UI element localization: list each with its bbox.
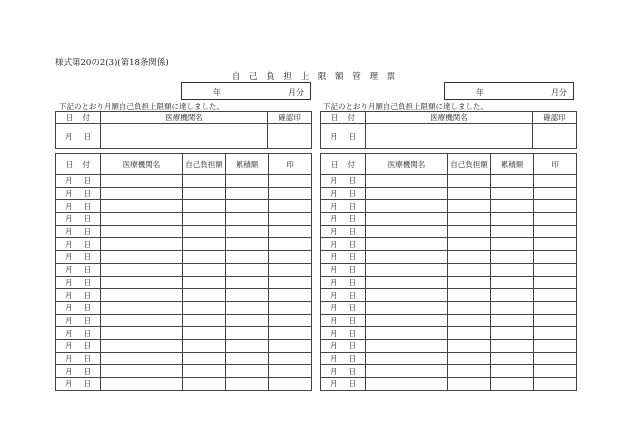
institution-cell[interactable] (101, 352, 183, 365)
stamp-cell[interactable] (534, 200, 577, 213)
stamp-cell[interactable] (534, 314, 577, 327)
cumulative-cell[interactable] (491, 263, 534, 276)
stamp-cell[interactable] (534, 289, 577, 302)
cumulative-cell[interactable] (491, 213, 534, 226)
table-row (56, 314, 312, 327)
copay-cell[interactable] (183, 175, 226, 188)
header-copay: 自己負担額 (183, 154, 226, 175)
header-date: 日 付 (321, 154, 366, 175)
table-row (321, 314, 577, 327)
institution-cell[interactable] (366, 251, 448, 264)
cumulative-cell[interactable] (491, 289, 534, 302)
table-row (321, 213, 577, 226)
date-cell[interactable]: 月 日 (321, 289, 366, 302)
cumulative-cell[interactable] (226, 314, 269, 327)
cumulative-cell[interactable] (226, 200, 269, 213)
table-row (56, 327, 312, 340)
date-cell[interactable]: 月 日 (56, 124, 101, 149)
stamp-cell[interactable] (269, 327, 312, 340)
table-row (56, 339, 312, 352)
date-cell[interactable]: 月 日 (321, 378, 366, 391)
stamp-cell[interactable] (534, 175, 577, 188)
stamp-cell[interactable] (269, 339, 312, 352)
header-cumulative: 累積額 (226, 154, 269, 175)
institution-cell[interactable] (101, 213, 183, 226)
stamp-cell[interactable] (269, 314, 312, 327)
institution-cell[interactable] (366, 213, 448, 226)
institution-cell[interactable] (101, 327, 183, 340)
period-box-left[interactable] (181, 82, 311, 100)
stamp-cell[interactable] (269, 225, 312, 238)
date-cell[interactable]: 月 日 (321, 301, 366, 314)
copay-cell[interactable] (448, 251, 491, 264)
copay-cell[interactable] (448, 301, 491, 314)
cumulative-cell[interactable] (491, 314, 534, 327)
copay-cell[interactable] (448, 175, 491, 188)
cumulative-cell[interactable] (226, 365, 269, 378)
stamp-cell[interactable] (269, 352, 312, 365)
table-row (56, 365, 312, 378)
institution-cell[interactable] (101, 276, 183, 289)
institution-cell[interactable] (101, 251, 183, 264)
stamp-cell[interactable] (269, 175, 312, 188)
date-cell[interactable]: 月 日 (56, 238, 101, 251)
institution-cell[interactable] (366, 225, 448, 238)
cumulative-cell[interactable] (491, 378, 534, 391)
table-row (56, 238, 312, 251)
table-row (56, 301, 312, 314)
copay-cell[interactable] (183, 301, 226, 314)
date-cell[interactable]: 月 日 (56, 301, 101, 314)
institution-cell[interactable] (366, 200, 448, 213)
header-institution: 医療機関名 (101, 154, 183, 175)
copay-cell[interactable] (183, 225, 226, 238)
table-row (321, 378, 577, 391)
date-cell[interactable]: 月 日 (56, 276, 101, 289)
stamp-cell[interactable] (269, 200, 312, 213)
cumulative-cell[interactable] (491, 175, 534, 188)
institution-cell[interactable] (366, 187, 448, 200)
institution-cell[interactable] (366, 365, 448, 378)
institution-cell[interactable] (101, 187, 183, 200)
copay-cell[interactable] (183, 213, 226, 226)
copay-cell[interactable] (448, 276, 491, 289)
institution-cell[interactable] (366, 314, 448, 327)
copay-cell[interactable] (448, 352, 491, 365)
copay-cell[interactable] (448, 225, 491, 238)
cumulative-cell[interactable] (226, 175, 269, 188)
table-row (321, 251, 577, 264)
stamp-cell[interactable] (269, 187, 312, 200)
institution-cell[interactable] (366, 175, 448, 188)
cumulative-cell[interactable] (226, 276, 269, 289)
table-row (56, 378, 312, 391)
stamp-cell[interactable] (534, 251, 577, 264)
stamp-cell[interactable] (269, 251, 312, 264)
table-row (56, 200, 312, 213)
stamp-cell[interactable] (534, 187, 577, 200)
date-cell[interactable]: 月 日 (56, 339, 101, 352)
date-cell[interactable]: 月 日 (56, 365, 101, 378)
header-confirm-stamp: 確認印 (533, 112, 577, 124)
confirm-table-right (320, 111, 577, 149)
institution-cell[interactable] (101, 200, 183, 213)
table-row (321, 200, 577, 213)
confirm-stamp-cell[interactable] (268, 124, 312, 149)
date-cell[interactable]: 月 日 (56, 251, 101, 264)
period-box-right[interactable] (444, 82, 574, 100)
date-cell[interactable]: 月 日 (56, 213, 101, 226)
institution-cell[interactable] (366, 238, 448, 251)
date-cell[interactable]: 月 日 (321, 327, 366, 340)
institution-cell[interactable] (101, 289, 183, 302)
cumulative-cell[interactable] (226, 251, 269, 264)
stamp-cell[interactable] (269, 301, 312, 314)
table-row (56, 276, 312, 289)
institution-cell[interactable] (101, 175, 183, 188)
table-row (321, 187, 577, 200)
institution-cell[interactable] (101, 225, 183, 238)
table-row (321, 225, 577, 238)
institution-cell[interactable] (366, 327, 448, 340)
date-cell[interactable]: 月 日 (321, 276, 366, 289)
header-date: 日 付 (56, 154, 101, 175)
copay-cell[interactable] (183, 289, 226, 302)
cumulative-cell[interactable] (226, 301, 269, 314)
cumulative-cell[interactable] (491, 238, 534, 251)
cumulative-cell[interactable] (491, 276, 534, 289)
institution-cell[interactable] (366, 289, 448, 302)
date-cell[interactable]: 月 日 (56, 314, 101, 327)
date-cell[interactable]: 月 日 (321, 213, 366, 226)
stamp-cell[interactable] (269, 263, 312, 276)
notice-right: 下記のとおり月額自己負担上限額に達しました。 (323, 102, 488, 111)
cumulative-cell[interactable] (491, 352, 534, 365)
institution-cell[interactable] (366, 276, 448, 289)
date-cell[interactable]: 月 日 (56, 327, 101, 340)
date-cell[interactable]: 月 日 (56, 378, 101, 391)
institution-cell[interactable] (366, 301, 448, 314)
period-month-label: 月分 (288, 88, 304, 97)
date-cell[interactable]: 月 日 (56, 187, 101, 200)
institution-cell[interactable] (101, 314, 183, 327)
copay-cell[interactable] (183, 187, 226, 200)
date-cell[interactable]: 月 日 (321, 225, 366, 238)
table-row (321, 327, 577, 340)
header-institution: 医療機関名 (366, 112, 533, 124)
copay-cell[interactable] (448, 378, 491, 391)
table-row (56, 187, 312, 200)
table-row (56, 352, 312, 365)
stamp-cell[interactable] (269, 213, 312, 226)
period-year-label: 年 (213, 88, 221, 97)
copay-cell[interactable] (183, 352, 226, 365)
header-date: 日 付 (321, 112, 366, 124)
institution-cell[interactable] (101, 365, 183, 378)
institution-cell[interactable] (366, 339, 448, 352)
stamp-cell[interactable] (534, 225, 577, 238)
stamp-cell[interactable] (534, 378, 577, 391)
cumulative-cell[interactable] (491, 251, 534, 264)
copay-cell[interactable] (448, 238, 491, 251)
table-row (321, 301, 577, 314)
header-cumulative: 累積額 (491, 154, 534, 175)
cumulative-cell[interactable] (491, 365, 534, 378)
stamp-cell[interactable] (534, 339, 577, 352)
stamp-cell[interactable] (269, 289, 312, 302)
table-row (56, 263, 312, 276)
table-row (321, 352, 577, 365)
confirm-table-left (55, 111, 312, 149)
institution-cell[interactable] (366, 263, 448, 276)
table-row (321, 238, 577, 251)
copay-cell[interactable] (448, 187, 491, 200)
copay-cell[interactable] (183, 339, 226, 352)
stamp-cell[interactable] (534, 365, 577, 378)
copay-cell[interactable] (183, 200, 226, 213)
cumulative-cell[interactable] (491, 327, 534, 340)
date-cell[interactable]: 月 日 (321, 352, 366, 365)
date-cell[interactable]: 月 日 (56, 263, 101, 276)
copay-cell[interactable] (448, 200, 491, 213)
date-cell[interactable]: 月 日 (56, 200, 101, 213)
copay-cell[interactable] (183, 276, 226, 289)
period-year-label: 年 (476, 88, 484, 97)
date-cell[interactable]: 月 日 (321, 365, 366, 378)
cumulative-cell[interactable] (226, 187, 269, 200)
table-row (321, 365, 577, 378)
header-date: 日 付 (56, 112, 101, 124)
cumulative-cell[interactable] (491, 339, 534, 352)
table-row (56, 213, 312, 226)
confirm-stamp-cell[interactable] (533, 124, 577, 149)
copay-cell[interactable] (183, 327, 226, 340)
stamp-cell[interactable] (534, 352, 577, 365)
cumulative-cell[interactable] (226, 225, 269, 238)
header-copay: 自己負担額 (448, 154, 491, 175)
table-row (56, 251, 312, 264)
ledger-table-left (55, 153, 312, 391)
institution-cell[interactable] (101, 238, 183, 251)
table-row (321, 276, 577, 289)
table-row (321, 289, 577, 302)
copay-cell[interactable] (183, 365, 226, 378)
stamp-cell[interactable] (534, 238, 577, 251)
copay-cell[interactable] (183, 238, 226, 251)
date-cell[interactable]: 月 日 (321, 238, 366, 251)
stamp-cell[interactable] (534, 276, 577, 289)
copay-cell[interactable] (448, 314, 491, 327)
date-cell[interactable]: 月 日 (321, 200, 366, 213)
cumulative-cell[interactable] (491, 187, 534, 200)
institution-cell[interactable] (366, 352, 448, 365)
institution-cell[interactable] (101, 301, 183, 314)
period-month-label: 月分 (551, 88, 567, 97)
cumulative-cell[interactable] (226, 378, 269, 391)
table-row (321, 339, 577, 352)
cumulative-cell[interactable] (226, 238, 269, 251)
table-row (56, 175, 312, 188)
copay-cell[interactable] (448, 339, 491, 352)
header-confirm-stamp: 確認印 (268, 112, 312, 124)
cumulative-cell[interactable] (226, 289, 269, 302)
cumulative-cell[interactable] (491, 225, 534, 238)
table-row (321, 263, 577, 276)
date-cell[interactable]: 月 日 (56, 289, 101, 302)
stamp-cell[interactable] (269, 276, 312, 289)
copay-cell[interactable] (448, 263, 491, 276)
institution-cell[interactable] (101, 124, 268, 149)
header-stamp: 印 (534, 154, 577, 175)
copay-cell[interactable] (448, 365, 491, 378)
date-cell[interactable]: 月 日 (321, 251, 366, 264)
copay-cell[interactable] (183, 251, 226, 264)
date-cell[interactable]: 月 日 (321, 124, 366, 149)
header-institution: 医療機関名 (366, 154, 448, 175)
stamp-cell[interactable] (534, 301, 577, 314)
date-cell[interactable]: 月 日 (321, 314, 366, 327)
copay-cell[interactable] (448, 289, 491, 302)
date-cell[interactable]: 月 日 (321, 263, 366, 276)
cumulative-cell[interactable] (226, 263, 269, 276)
header-stamp: 印 (269, 154, 312, 175)
stamp-cell[interactable] (269, 238, 312, 251)
stamp-cell[interactable] (534, 213, 577, 226)
institution-cell[interactable] (101, 263, 183, 276)
date-cell[interactable]: 月 日 (56, 225, 101, 238)
institution-cell[interactable] (366, 378, 448, 391)
stamp-cell[interactable] (269, 378, 312, 391)
table-row (56, 225, 312, 238)
table-row (321, 175, 577, 188)
date-cell[interactable]: 月 日 (321, 175, 366, 188)
date-cell[interactable]: 月 日 (321, 187, 366, 200)
institution-cell[interactable] (101, 339, 183, 352)
form-number: 様式第20の2(3)(第18条関係) (55, 58, 169, 68)
notice-left: 下記のとおり月額自己負担上限額に達しました。 (59, 102, 224, 111)
copay-cell[interactable] (448, 213, 491, 226)
cumulative-cell[interactable] (226, 327, 269, 340)
document-title: 自 己 負 担 上 限 額 管 理 票 (231, 72, 399, 82)
copay-cell[interactable] (448, 327, 491, 340)
date-cell[interactable]: 月 日 (321, 339, 366, 352)
date-cell[interactable]: 月 日 (56, 175, 101, 188)
header-institution: 医療機関名 (101, 112, 268, 124)
ledger-table-right (320, 153, 577, 391)
cumulative-cell[interactable] (226, 352, 269, 365)
date-cell[interactable]: 月 日 (56, 352, 101, 365)
table-row (56, 289, 312, 302)
stamp-cell[interactable] (269, 365, 312, 378)
cumulative-cell[interactable] (226, 339, 269, 352)
copay-cell[interactable] (183, 314, 226, 327)
institution-cell[interactable] (366, 124, 533, 149)
cumulative-cell[interactable] (491, 200, 534, 213)
copay-cell[interactable] (183, 263, 226, 276)
cumulative-cell[interactable] (226, 213, 269, 226)
stamp-cell[interactable] (534, 263, 577, 276)
institution-cell[interactable] (101, 378, 183, 391)
copay-cell[interactable] (183, 378, 226, 391)
stamp-cell[interactable] (534, 327, 577, 340)
cumulative-cell[interactable] (491, 301, 534, 314)
